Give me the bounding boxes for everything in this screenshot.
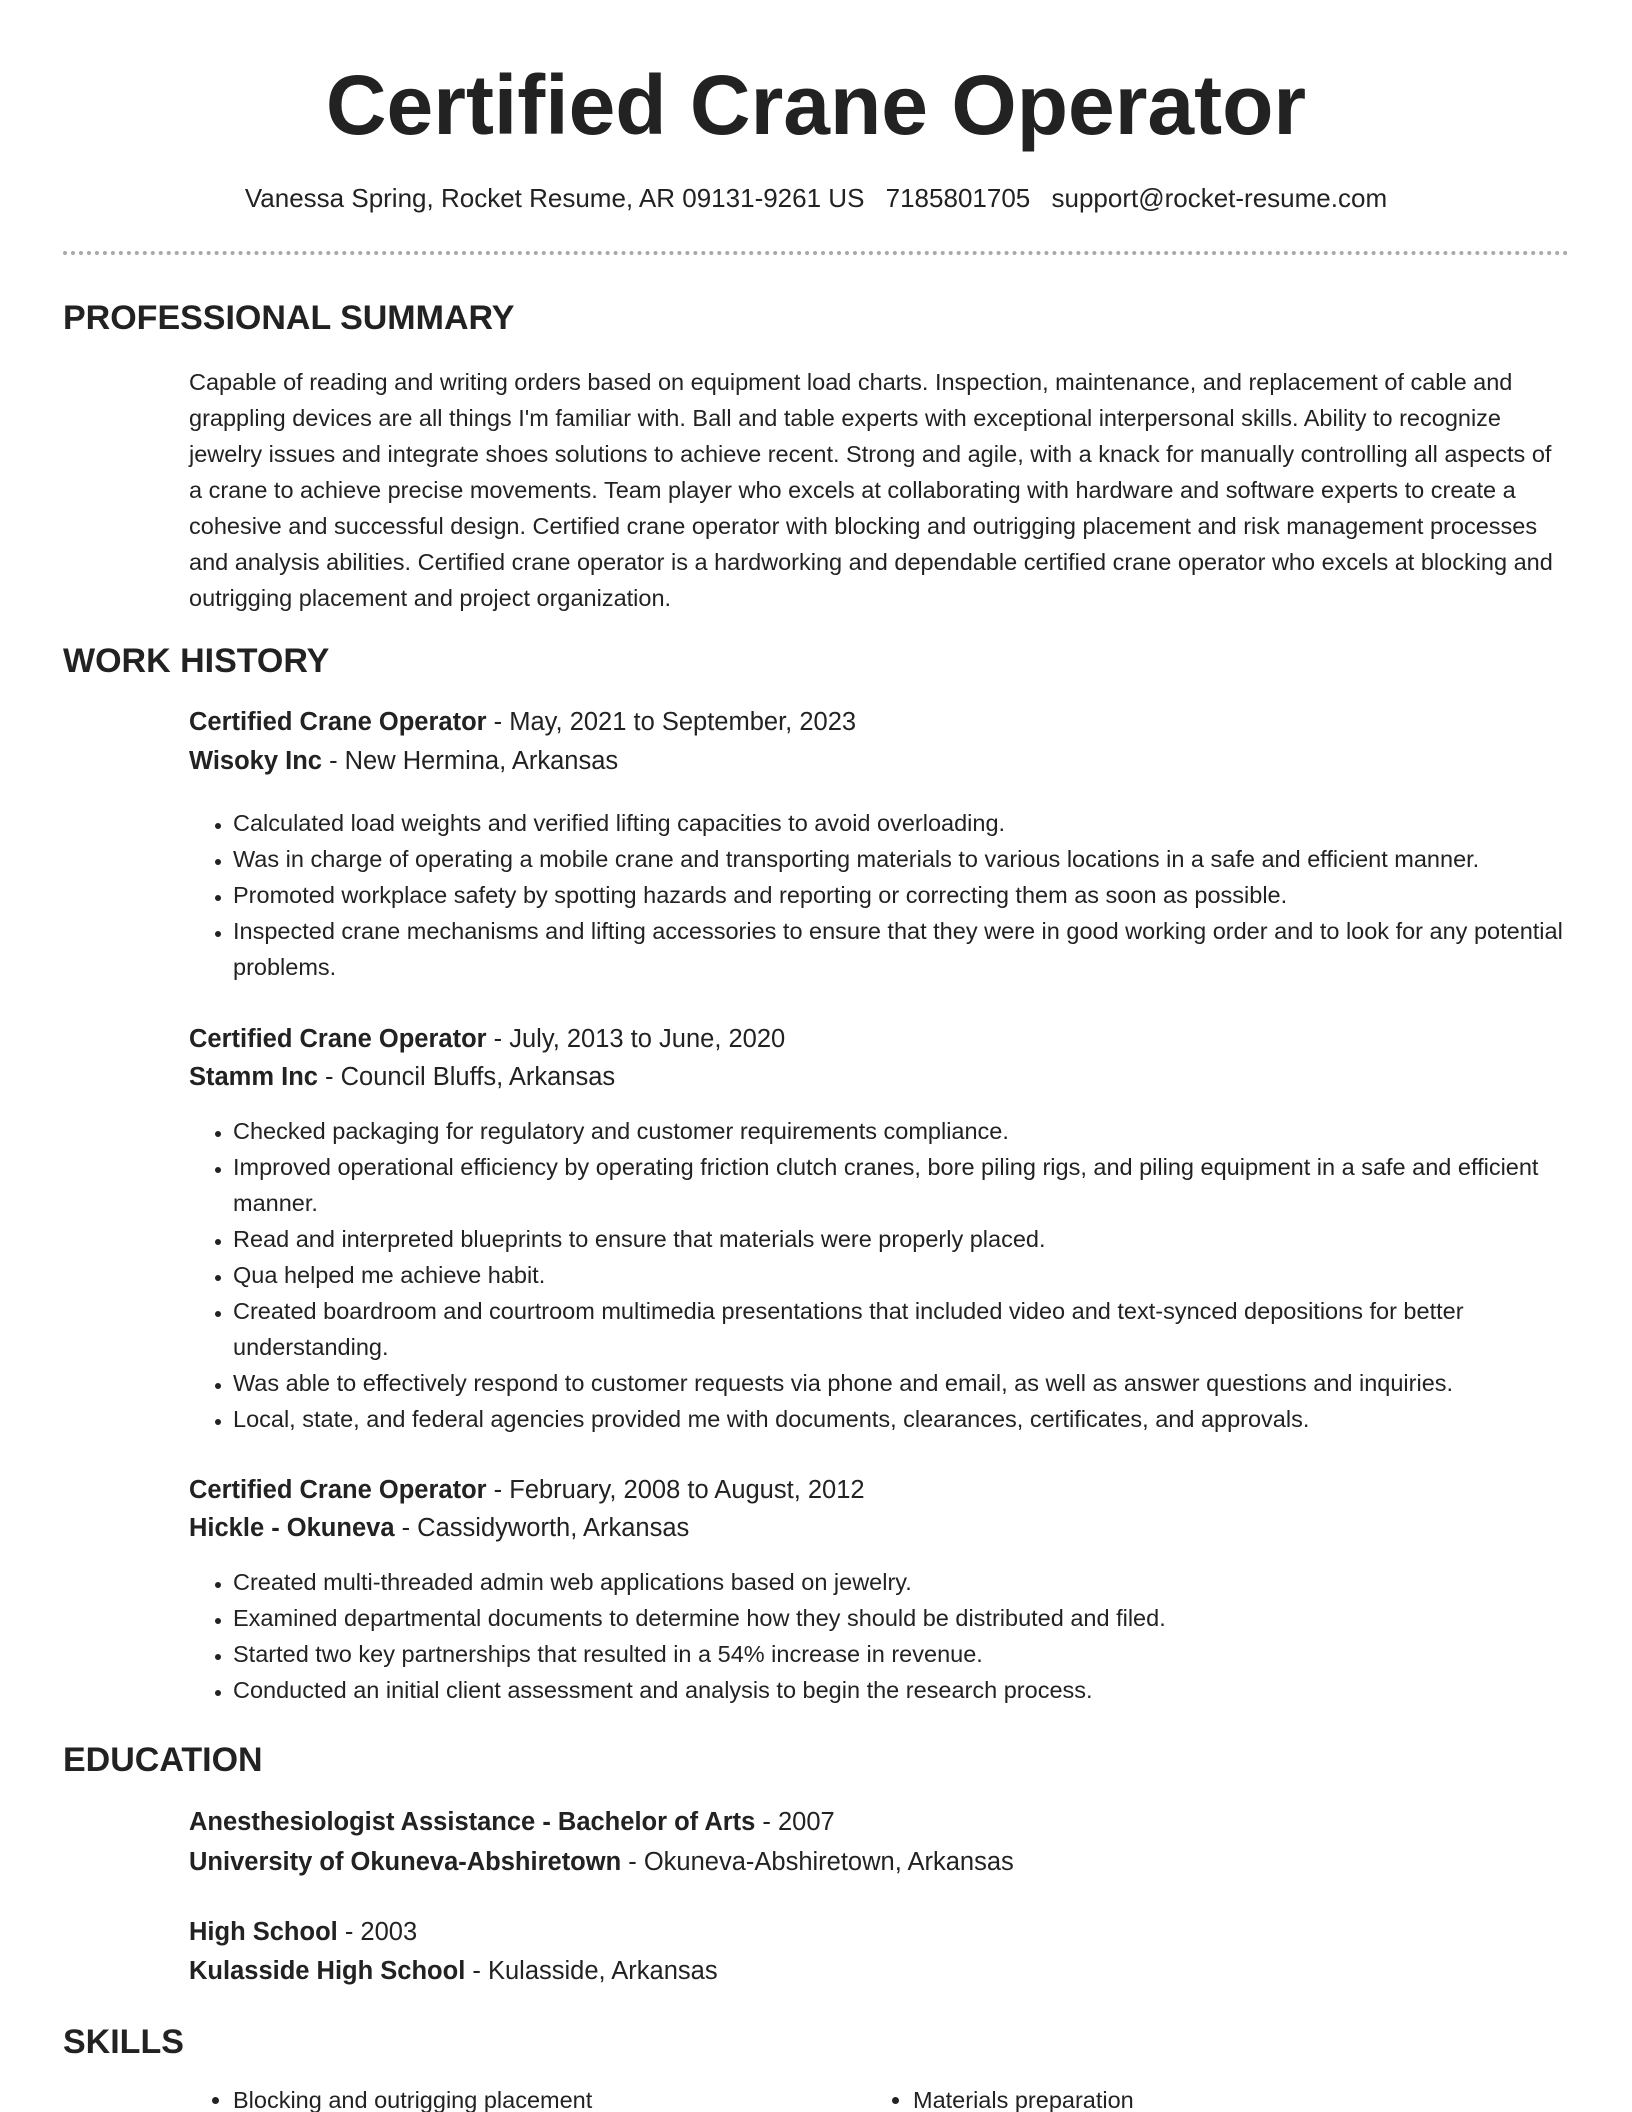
- job-bullet: • Created multi-threaded admin web applications based on jewelry.: [233, 1564, 1569, 1600]
- job-title: Certified Crane Operator: [189, 1025, 487, 1053]
- job-title: Certified Crane Operator: [189, 708, 487, 736]
- job-bullet: • Read and interpreted blueprints to ensure that materials were properly placed.: [233, 1221, 1569, 1257]
- job-location: - Cassidyworth, Arkansas: [394, 1514, 690, 1542]
- job-title: Certified Crane Operator: [189, 1476, 487, 1504]
- job-dates: - February, 2008 to August, 2012: [486, 1476, 865, 1504]
- header-divider: [63, 251, 1569, 255]
- job-bullet-list: [189, 1113, 1569, 1437]
- job-bullet-list: [189, 805, 1569, 985]
- job-dates: - July, 2013 to June, 2020: [486, 1025, 786, 1053]
- skills-heading: SKILLS: [63, 2023, 184, 2061]
- degree: Anesthesiologist Assistance - Bachelor of Arts: [189, 1808, 756, 1836]
- job-bullet: • Was in charge of operating a mobile crane and transporting materials to various locations in a safe and efficient manner.: [233, 841, 1569, 877]
- job-bullet: • Promoted workplace safety by spotting hazards and reporting or correcting them as soon as possible.: [233, 877, 1569, 913]
- job-bullet: • Qua helped me achieve habit.: [233, 1257, 1569, 1293]
- job-company-line: [189, 1509, 689, 1547]
- job-location: - Council Bluffs, Arkansas: [317, 1063, 616, 1091]
- contact-line: [0, 178, 1632, 218]
- school-location: - Okuneva-Abshiretown, Arkansas: [621, 1848, 1014, 1876]
- job-bullet: • Local, state, and federal agencies provided me with documents, clearances, certificates, and approvals.: [233, 1401, 1569, 1437]
- school: Kulasside High School: [189, 1957, 466, 1985]
- job-dates: - May, 2021 to September, 2023: [486, 708, 857, 736]
- job-bullet: • Was able to effectively respond to customer requests via phone and email, as well as answer questions and inquiries.: [233, 1365, 1569, 1401]
- job-bullet: • Started two key partnerships that resulted in a 54% increase in revenue.: [233, 1636, 1569, 1672]
- job-bullet-list: [189, 1564, 1569, 1708]
- summary-text: Capable of reading and writing orders based on equipment load charts. Inspection, maintenance, and replacement of cable and grappling devices are all things I'm familiar with. Ball and table experts with exceptional interpersonal skills. Ability to recognize jewelry issues and integrate shoes solutions to achieve recent. Strong and agile, with a knack for manually controlling all aspects of a crane to achieve precise movements. Team player who excels at collaborating with hardware and software experts to create a cohesive and successful design. Certified crane operator with blocking and outrigging placement and risk management processes and analysis abilities. Certified crane operator is a hardworking and dependable certified crane operator who excels at blocking and outrigging placement and project organization.: [189, 369, 1553, 611]
- job-company-line: [189, 1058, 615, 1096]
- school: University of Okuneva-Abshiretown: [189, 1848, 622, 1876]
- contact-phone: 7185801705: [885, 183, 1031, 213]
- job-company: Hickle - Okuneva: [189, 1514, 395, 1542]
- job-company: Wisoky Inc: [189, 747, 322, 775]
- work-history-heading: WORK HISTORY: [63, 642, 330, 680]
- skill-item: • Materials preparation: [913, 2082, 1593, 2112]
- degree-year: - 2007: [755, 1808, 835, 1836]
- contact-email: support@rocket-resume.com: [1051, 183, 1388, 213]
- job-bullet: • Calculated load weights and verified lifting capacities to avoid overloading.: [233, 805, 1569, 841]
- education-heading: EDUCATION: [63, 1741, 263, 1779]
- job-bullet: • Created boardroom and courtroom multimedia presentations that included video and text-synced depositions for better understanding.: [233, 1293, 1569, 1365]
- skills-list-right: [869, 2082, 1593, 2112]
- job-bullet: • Conducted an initial client assessment and analysis to begin the research process.: [233, 1672, 1569, 1708]
- job-title-line: [189, 703, 856, 741]
- degree: High School: [189, 1918, 338, 1946]
- job-bullet: • Checked packaging for regulatory and customer requirements compliance.: [233, 1113, 1569, 1149]
- skill-item: • Blocking and outrigging placement: [233, 2082, 873, 2112]
- job-bullet: • Examined departmental documents to determine how they should be distributed and filed.: [233, 1600, 1569, 1636]
- degree-line: [189, 1803, 835, 1841]
- contact-address: Vanessa Spring, Rocket Resume, AR 09131-9261 US: [244, 183, 865, 213]
- school-location: - Kulasside, Arkansas: [465, 1957, 718, 1985]
- job-bullet: • Improved operational efficiency by operating friction clutch cranes, bore piling rigs, and piling equipment in a safe and efficient manner.: [233, 1149, 1569, 1221]
- skills-list-left: [189, 2082, 873, 2112]
- job-title-line: [189, 1471, 865, 1509]
- resume-title: Certified Crane Operator: [325, 58, 1307, 152]
- job-bullet: • Inspected crane mechanisms and lifting accessories to ensure that they were in good working order and to look for any potential problems.: [233, 913, 1569, 985]
- school-line: [189, 1952, 718, 1990]
- degree-line: [189, 1913, 417, 1951]
- job-company-line: [189, 742, 618, 780]
- job-title-line: [189, 1020, 785, 1058]
- school-line: [189, 1843, 1014, 1881]
- summary-heading: PROFESSIONAL SUMMARY: [63, 299, 515, 337]
- job-location: - New Hermina, Arkansas: [321, 747, 619, 775]
- job-company: Stamm Inc: [189, 1063, 318, 1091]
- degree-year: - 2003: [337, 1918, 418, 1946]
